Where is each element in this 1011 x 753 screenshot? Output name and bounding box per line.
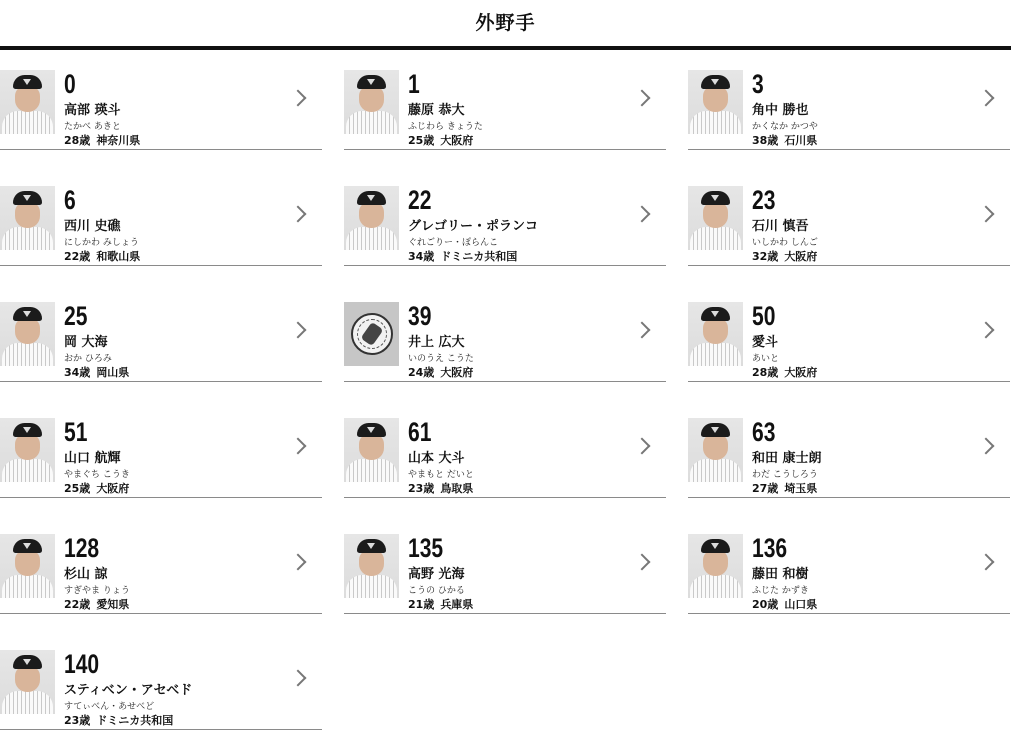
photo-cap [701, 75, 730, 89]
page-header [0, 0, 1011, 50]
photo-face [703, 318, 728, 344]
player-number: 0 [64, 69, 76, 99]
photo-face [15, 202, 40, 228]
chevron-right-icon[interactable] [290, 90, 307, 107]
player-age: 27歳 [752, 482, 779, 495]
photo-cap [13, 655, 42, 669]
player-name-kana: いしかわ しんご [752, 238, 818, 248]
player-info [64, 482, 129, 496]
player-info [752, 482, 817, 496]
photo-face [15, 434, 40, 460]
player-birthplace: 大阪府 [96, 482, 130, 495]
chevron-right-icon[interactable] [978, 90, 995, 107]
player-info [64, 714, 173, 728]
player-birthplace: 鳥取県 [440, 482, 474, 495]
chevron-right-icon[interactable] [634, 322, 651, 339]
chevron-right-icon[interactable] [634, 206, 651, 223]
player-info [752, 134, 817, 148]
photo-face [703, 86, 728, 112]
photo-cap [357, 539, 386, 553]
player-photo [688, 534, 743, 598]
photo-face [15, 318, 40, 344]
player-name-kana: かくなか かつや [752, 122, 818, 132]
player-name-kana: いのうえ こうた [408, 354, 474, 364]
player-photo [688, 70, 743, 134]
player-birthplace: 神奈川県 [96, 134, 141, 147]
photo-face [703, 550, 728, 576]
photo-body [2, 691, 53, 714]
photo-face [703, 434, 728, 460]
player-name: 愛斗 [752, 335, 779, 350]
player-card[interactable] [0, 630, 322, 730]
photo-cap [357, 423, 386, 437]
player-card[interactable] [0, 514, 322, 614]
player-info [752, 250, 817, 264]
player-name: 杉山 諒 [64, 567, 108, 582]
photo-body [690, 459, 741, 482]
photo-cap [357, 75, 386, 89]
player-name-kana: やまぐち こうき [64, 470, 130, 480]
player-age: 21歳 [408, 598, 435, 611]
player-card[interactable] [688, 166, 1010, 266]
chevron-right-icon[interactable] [290, 554, 307, 571]
photo-body [346, 459, 397, 482]
player-name-kana: ふじた かずき [752, 586, 809, 596]
photo-face [15, 666, 40, 692]
player-number: 25 [64, 301, 88, 331]
photo-cap [13, 539, 42, 553]
player-number: 51 [64, 417, 88, 447]
player-photo [0, 70, 55, 134]
player-card[interactable] [344, 166, 666, 266]
player-name: 高部 瑛斗 [64, 103, 121, 118]
player-number: 22 [408, 185, 432, 215]
player-name: 角中 勝也 [752, 103, 809, 118]
chevron-right-icon[interactable] [634, 554, 651, 571]
photo-body [2, 227, 53, 250]
photo-face [15, 86, 40, 112]
player-card[interactable] [0, 166, 322, 266]
player-number: 39 [408, 301, 432, 331]
player-photo [344, 534, 399, 598]
player-photo [0, 534, 55, 598]
player-photo [0, 418, 55, 482]
chevron-right-icon[interactable] [290, 206, 307, 223]
player-name: 和田 康士朗 [752, 451, 822, 466]
player-age: 34歳 [408, 250, 435, 263]
player-number: 3 [752, 69, 764, 99]
player-birthplace: ドミニカ共和国 [440, 250, 518, 263]
player-info [408, 134, 473, 148]
photo-face [359, 202, 384, 228]
player-info [408, 482, 473, 496]
player-name-kana: こうの ひかる [408, 586, 465, 596]
photo-body [690, 343, 741, 366]
player-birthplace: 大阪府 [440, 366, 474, 379]
chevron-right-icon[interactable] [634, 90, 651, 107]
photo-body [2, 575, 53, 598]
player-birthplace: 岡山県 [96, 366, 130, 379]
player-age: 32歳 [752, 250, 779, 263]
player-name-kana: すぎやま りょう [64, 586, 130, 596]
player-number: 128 [64, 533, 100, 563]
photo-cap [13, 191, 42, 205]
photo-cap [701, 539, 730, 553]
player-age: 34歳 [64, 366, 91, 379]
player-info [408, 250, 517, 264]
chevron-right-icon[interactable] [634, 438, 651, 455]
player-photo [688, 418, 743, 482]
player-info [64, 598, 129, 612]
player-photo [0, 186, 55, 250]
player-age: 22歳 [64, 598, 91, 611]
photo-face [359, 434, 384, 460]
chevron-right-icon[interactable] [978, 322, 995, 339]
player-name: 藤田 和樹 [752, 567, 809, 582]
section-title: 外野手 [475, 11, 536, 34]
player-photo [688, 186, 743, 250]
player-birthplace: 埼玉県 [784, 482, 818, 495]
logo-emblem [351, 313, 393, 355]
player-name-kana: ぐれごりー・ぽらんこ [408, 238, 499, 248]
player-number: 50 [752, 301, 776, 331]
player-info [408, 598, 473, 612]
player-number: 135 [408, 533, 444, 563]
photo-cap [701, 423, 730, 437]
player-name-kana: にしかわ みしょう [64, 238, 139, 248]
player-info [64, 250, 140, 264]
photo-cap [13, 75, 42, 89]
photo-cap [357, 191, 386, 205]
player-age: 23歳 [408, 482, 435, 495]
player-birthplace: 大阪府 [784, 250, 818, 263]
player-number: 6 [64, 185, 76, 215]
photo-body [346, 575, 397, 598]
photo-face [703, 202, 728, 228]
player-card[interactable] [0, 398, 322, 498]
photo-face [15, 550, 40, 576]
player-info [752, 598, 817, 612]
player-birthplace: 和歌山県 [96, 250, 141, 263]
player-age: 28歳 [752, 366, 779, 379]
player-age: 24歳 [408, 366, 435, 379]
player-card[interactable] [344, 50, 666, 150]
player-name-kana: たかべ あきと [64, 122, 121, 132]
player-age: 28歳 [64, 134, 91, 147]
player-photo [344, 186, 399, 250]
player-photo [0, 650, 55, 714]
player-photo [0, 302, 55, 366]
player-name: 山口 航輝 [64, 451, 121, 466]
player-name: 岡 大海 [64, 335, 108, 350]
team-logo [344, 302, 399, 366]
player-number: 140 [64, 649, 100, 679]
chevron-right-icon[interactable] [978, 206, 995, 223]
player-name-kana: わだ こうしろう [752, 470, 818, 480]
chevron-right-icon[interactable] [978, 554, 995, 571]
photo-body [690, 111, 741, 134]
photo-body [690, 227, 741, 250]
player-info [64, 366, 129, 380]
player-card[interactable] [0, 282, 322, 382]
player-name-kana: おか ひろみ [64, 354, 112, 364]
chevron-right-icon[interactable] [290, 322, 307, 339]
player-birthplace: 大阪府 [440, 134, 474, 147]
player-card[interactable] [0, 50, 322, 150]
player-age: 38歳 [752, 134, 779, 147]
player-grid [0, 50, 1011, 749]
player-age: 25歳 [64, 482, 91, 495]
player-name-kana: すてぃべん・あせべど [64, 702, 155, 712]
player-birthplace: 大阪府 [784, 366, 818, 379]
player-card[interactable] [688, 398, 1010, 498]
photo-body [346, 227, 397, 250]
photo-body [2, 343, 53, 366]
player-info [64, 134, 140, 148]
player-age: 20歳 [752, 598, 779, 611]
player-card[interactable] [344, 282, 666, 382]
player-name-kana: ふじわら きょうた [408, 122, 483, 132]
player-age: 23歳 [64, 714, 91, 727]
player-name-kana: やまもと だいと [408, 470, 474, 480]
player-info [408, 366, 473, 380]
chevron-right-icon[interactable] [978, 438, 995, 455]
player-card[interactable] [344, 398, 666, 498]
player-birthplace: 兵庫県 [440, 598, 474, 611]
player-number: 23 [752, 185, 776, 215]
player-card[interactable] [688, 282, 1010, 382]
chevron-right-icon[interactable] [290, 670, 307, 687]
chevron-right-icon[interactable] [290, 438, 307, 455]
player-number: 61 [408, 417, 432, 447]
photo-cap [13, 423, 42, 437]
photo-cap [13, 307, 42, 321]
player-number: 63 [752, 417, 776, 447]
player-card[interactable] [688, 50, 1010, 150]
player-name: 山本 大斗 [408, 451, 465, 466]
player-card[interactable] [688, 514, 1010, 614]
player-name: 西川 史礁 [64, 219, 121, 234]
photo-body [2, 459, 53, 482]
player-photo [344, 418, 399, 482]
player-name: スティベン・アセベド [64, 683, 193, 698]
player-photo [688, 302, 743, 366]
photo-cap [701, 191, 730, 205]
photo-body [346, 111, 397, 134]
player-number: 136 [752, 533, 788, 563]
photo-body [690, 575, 741, 598]
player-card[interactable] [344, 514, 666, 614]
player-birthplace: 愛知県 [96, 598, 130, 611]
player-number: 1 [408, 69, 420, 99]
player-birthplace: ドミニカ共和国 [96, 714, 174, 727]
player-name: 高野 光海 [408, 567, 465, 582]
player-name: 井上 広大 [408, 335, 465, 350]
photo-body [2, 111, 53, 134]
player-name: 石川 慎吾 [752, 219, 809, 234]
player-birthplace: 石川県 [784, 134, 818, 147]
photo-face [359, 550, 384, 576]
player-name-kana: あいと [752, 354, 780, 364]
photo-face [359, 86, 384, 112]
player-photo [344, 70, 399, 134]
player-birthplace: 山口県 [784, 598, 818, 611]
photo-cap [701, 307, 730, 321]
player-info [752, 366, 817, 380]
player-age: 22歳 [64, 250, 91, 263]
player-name: グレゴリー・ポランコ [408, 219, 539, 234]
player-name: 藤原 恭大 [408, 103, 465, 118]
player-age: 25歳 [408, 134, 435, 147]
